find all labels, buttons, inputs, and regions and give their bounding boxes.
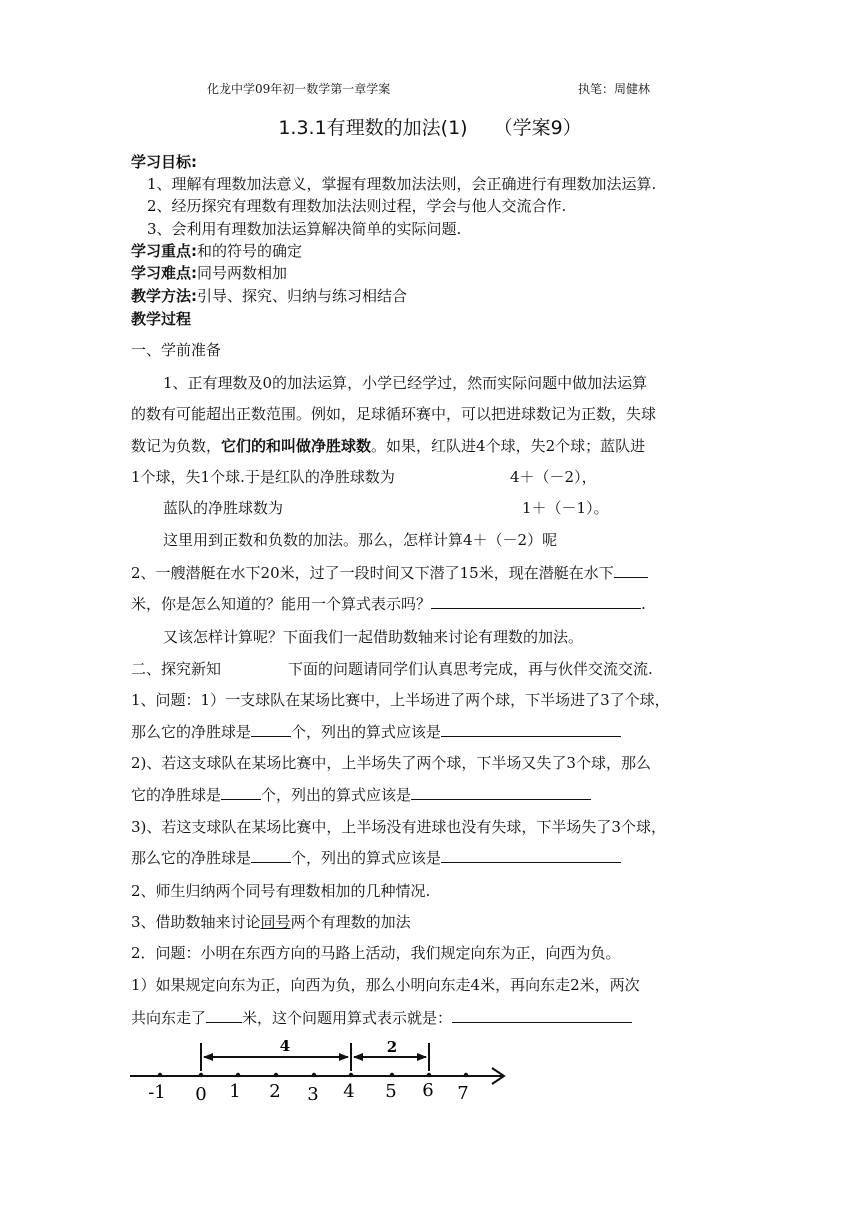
difficulty-text: 同号两数相加 (197, 264, 288, 282)
number-line-tick-5 (312, 1073, 316, 1077)
number-line-label-5: 3 (307, 1084, 319, 1105)
method-label: 教学方法: (131, 287, 197, 305)
number-line-label-7: 5 (385, 1081, 397, 1102)
q2-line1: 2)、若这支球队在某场比赛中，上半场失了两个球，下半场又失了3个球，那么 (131, 754, 651, 772)
segment1-label: 4 (279, 1037, 291, 1055)
s1-p2-line1-text: 2、一艘潜艇在水下20米，过了一段时间又下潜了15米，现在潜艇在水下 (131, 564, 614, 582)
s1-p2-line2-text: 米，你是怎么知道的？能用一个算式表示吗？ (131, 595, 432, 613)
s1-p1-line3-a: 数记为负数， (131, 437, 222, 455)
section2-intro: 下面的问题请同学们认真思考完成，再与伙伴交流交流. (288, 660, 653, 678)
q1-line1: 1、问题：1）一支球队在某场比赛中，上半场进了两个球，下半场进了3了个球， (131, 691, 670, 709)
s2-topic-a: 3、借助数轴来讨论 (131, 913, 261, 931)
q3-line2-b: 个，列出的算式应该是 (291, 849, 442, 867)
s2-topic-underlined: 同号 (260, 913, 291, 931)
q3-line1: 3)、若这支球队在某场比赛中，上半场没有进球也没有失球，下半场失了3个球， (131, 818, 666, 836)
number-line-label-1: -1 (148, 1082, 166, 1103)
number-line-tick-2 (199, 1073, 203, 1077)
number-line-tick-4 (274, 1073, 278, 1077)
s2-problem1-line2-a: 共向东走了 (131, 1009, 207, 1027)
q1-line2-a: 那么它的净胜球是 (131, 723, 252, 741)
number-line-label-6: 4 (343, 1081, 355, 1102)
s2-problem1-line1: 1）如果规定向东为正，向西为负，那么小明向东走4米，再向东走2米，两次 (131, 976, 640, 994)
number-line-label-3: 1 (229, 1081, 241, 1102)
s1-p1-line6: 这里用到正数和负数的加法。那么，怎样计算4＋（－2）呢 (163, 531, 558, 549)
s1-p1-line4: 1个球，失1个球.于是红队的净胜球数为 (131, 468, 395, 486)
s2-problem: 2．问题：小明在东西方向的马路上活动，我们规定向东为正，向西为负。 (131, 944, 621, 962)
s1-p1-line5: 蓝队的净胜球数为 (163, 499, 284, 517)
goal-item-3: 3、会利用有理数加法运算解决简单的实际问题. (147, 220, 462, 238)
title-tag: （学案9） (493, 117, 582, 139)
s2-topic-b: 两个有理数的加法 (290, 913, 411, 931)
number-line-tick-6 (349, 1073, 353, 1077)
segment2-label: 2 (386, 1038, 398, 1056)
goals-heading: 学习目标: (131, 153, 197, 171)
q3-line2-a: 那么它的净胜球是 (131, 849, 252, 867)
process-heading: 教学过程 (131, 310, 192, 328)
s1-p3: 又该怎样计算呢？下面我们一起借助数轴来讨论有理数的加法。 (163, 628, 584, 646)
number-line-tick-8 (427, 1073, 431, 1077)
s1-p2-end: . (641, 595, 646, 613)
goal-item-1: 1、理解有理数加法意义，掌握有理数加法法则，会正确进行有理数加法运算. (147, 175, 657, 193)
q2-line2-a: 它的净胜球是 (131, 786, 222, 804)
number-line-tick-7 (390, 1073, 394, 1077)
number-line-label-2: 0 (195, 1084, 207, 1105)
keypoint-text: 和的符号的确定 (197, 242, 303, 260)
net-goal-definition: 它们的和叫做净胜球数 (221, 437, 372, 455)
q1-line2-b: 个，列出的算式应该是 (291, 723, 442, 741)
goal-item-2: 2、经历探究有理数有理数加法法则过程，学会与他人交流合作. (147, 197, 567, 215)
number-line-label-9: 7 (457, 1083, 469, 1104)
section1-heading: 一、学前准备 (131, 341, 222, 359)
number-line-tick-1 (158, 1073, 162, 1077)
section2-heading: 二、探究新知 (131, 660, 222, 678)
number-line-tick-9 (464, 1073, 468, 1077)
s2-summary: 2、师生归纳两个同号有理数相加的几种情况. (131, 882, 431, 900)
number-line-tick-3 (236, 1073, 240, 1077)
number-line-label-8: 6 (422, 1080, 434, 1101)
header-author: 执笔：周健林 (578, 82, 651, 96)
difficulty-label: 学习难点: (131, 264, 197, 282)
keypoint-label: 学习重点: (131, 242, 197, 260)
s2-problem1-line2-b: 米，这个问题用算式表示就是： (242, 1009, 453, 1027)
s1-p1-line2: 的数有可能超出正数范围。例如，足球循环赛中，可以把进球数记为正数，失球 (131, 405, 657, 423)
s1-p1-line1: 1、正有理数及0的加法运算，小学已经学过，然而实际问题中做加法运算 (163, 374, 648, 392)
title-main: 1.3.1有理数的加法(1) (278, 117, 468, 139)
method-text: 引导、探究、归纳与练习相结合 (197, 287, 408, 305)
s1-p1-line3-c: 。如果，红队进4个球，失2个球；蓝队进 (371, 437, 646, 455)
header-school: 化龙中学09年初一数学第一章学案 (207, 82, 391, 96)
blue-team-expression: 1＋（－1）。 (522, 499, 609, 517)
q2-line2-b: 个，列出的算式应该是 (261, 786, 412, 804)
red-team-expression: 4＋（－2）， (510, 468, 597, 486)
number-line-label-4: 2 (269, 1081, 281, 1102)
